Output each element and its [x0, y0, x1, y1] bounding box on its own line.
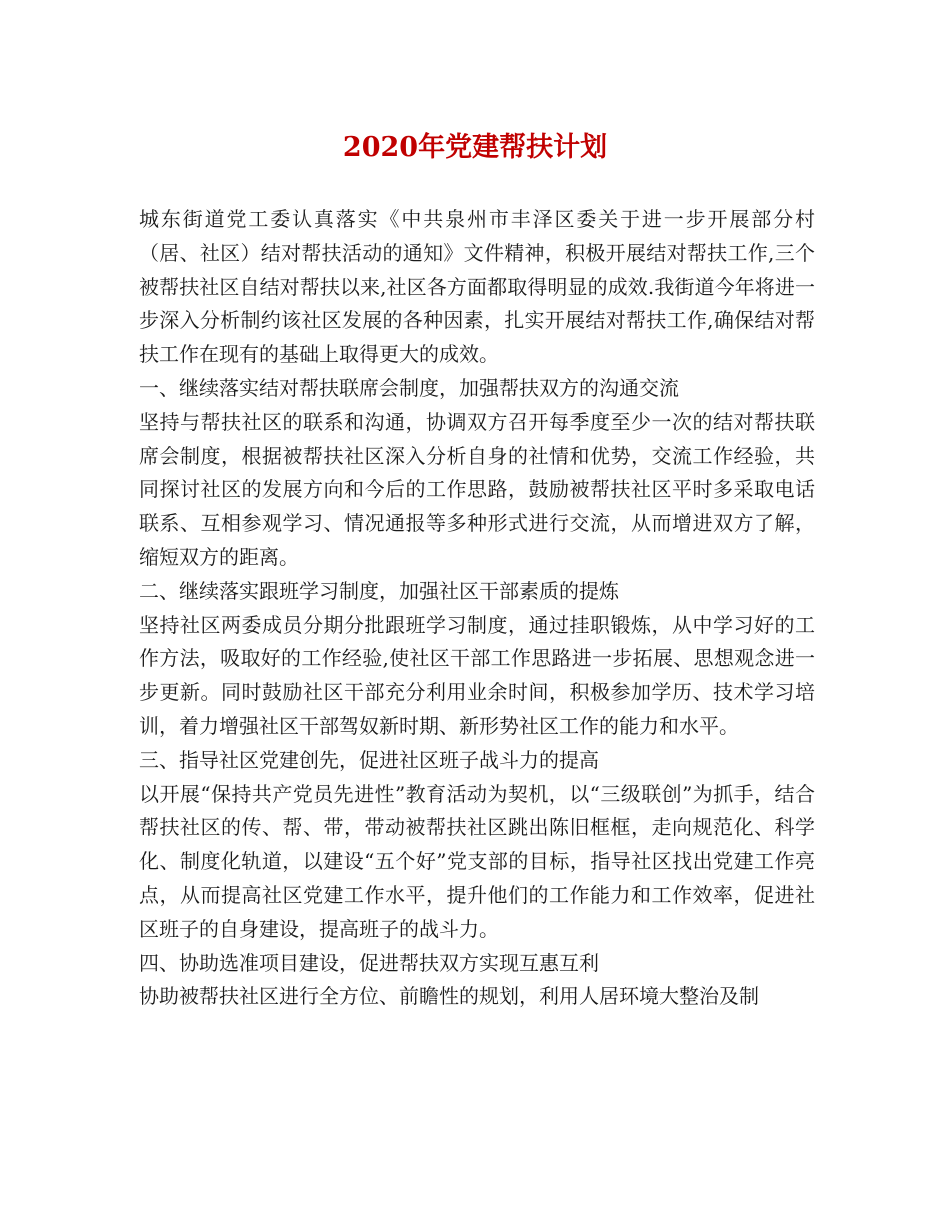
section-heading: 三、指导社区党建创先，促进社区班子战斗力的提高	[139, 747, 599, 772]
body-paragraph: 坚持与帮扶社区的联系和沟通，协调双方召开每季度至少一次的结对帮扶联席会制度，根据被帮扶社区深入分析自身的社情和优势，交流工作经验，共同探讨社区的发展方向和今后的工作思路，鼓励被帮扶社区平时多采取电话联系、互相参观学习、情况通报等多种形式进行交流，从而增进双方了解，缩短双方的距离。	[139, 409, 815, 569]
section-heading: 二、继续落实跟班学习制度，加强社区干部素质的提炼	[139, 578, 619, 603]
section-heading: 一、继续落实结对帮扶联席会制度，加强帮扶双方的沟通交流	[139, 375, 679, 400]
document-title: 2020年党建帮扶计划	[342, 132, 608, 163]
section-heading: 四、协助选准项目建设，促进帮扶双方实现互惠互利	[139, 950, 599, 975]
body-paragraph: 以开展“保持共产党员先进性”教育活动为契机，以“三级联创”为抓手，结合帮扶社区的传、帮、带，带动被帮扶社区跳出陈旧框框，走向规范化、科学化、制度化轨道，以建设“五个好”党支部的目标，指导社区找出党建工作亮点，从而提高社区党建工作水平，提升他们的工作能力和工作效率，促进社区班子的自身建设，提高班子的战斗力。	[139, 781, 815, 941]
body-paragraph: 协助被帮扶社区进行全方位、前瞻性的规划，利用人居环境大整治及制	[139, 984, 759, 1009]
body-paragraph: 城东街道党工委认真落实《中共泉州市丰泽区委关于进一步开展部分村（居、社区）结对帮扶活动的通知》文件精神，积极开展结对帮扶工作,三个被帮扶社区自结对帮扶以来,社区各方面都取得明显的成效.我街道今年将进一步深入分析制约该社区发展的各种因素，扎实开展结对帮扶工作,确保结对帮扶工作在现有的基础上取得更大的成效。	[139, 207, 815, 367]
body-paragraph: 坚持社区两委成员分期分批跟班学习制度，通过挂职锻炼，从中学习好的工作方法，吸取好的工作经验,使社区干部工作思路进一步拓展、思想观念进一步更新。同时鼓励社区干部充分利用业余时间，积极参加学历、技术学习培训，着力增强社区干部驾奴新时期、新形势社区工作的能力和水平。	[139, 612, 815, 738]
document-body	[139, 203, 815, 1014]
